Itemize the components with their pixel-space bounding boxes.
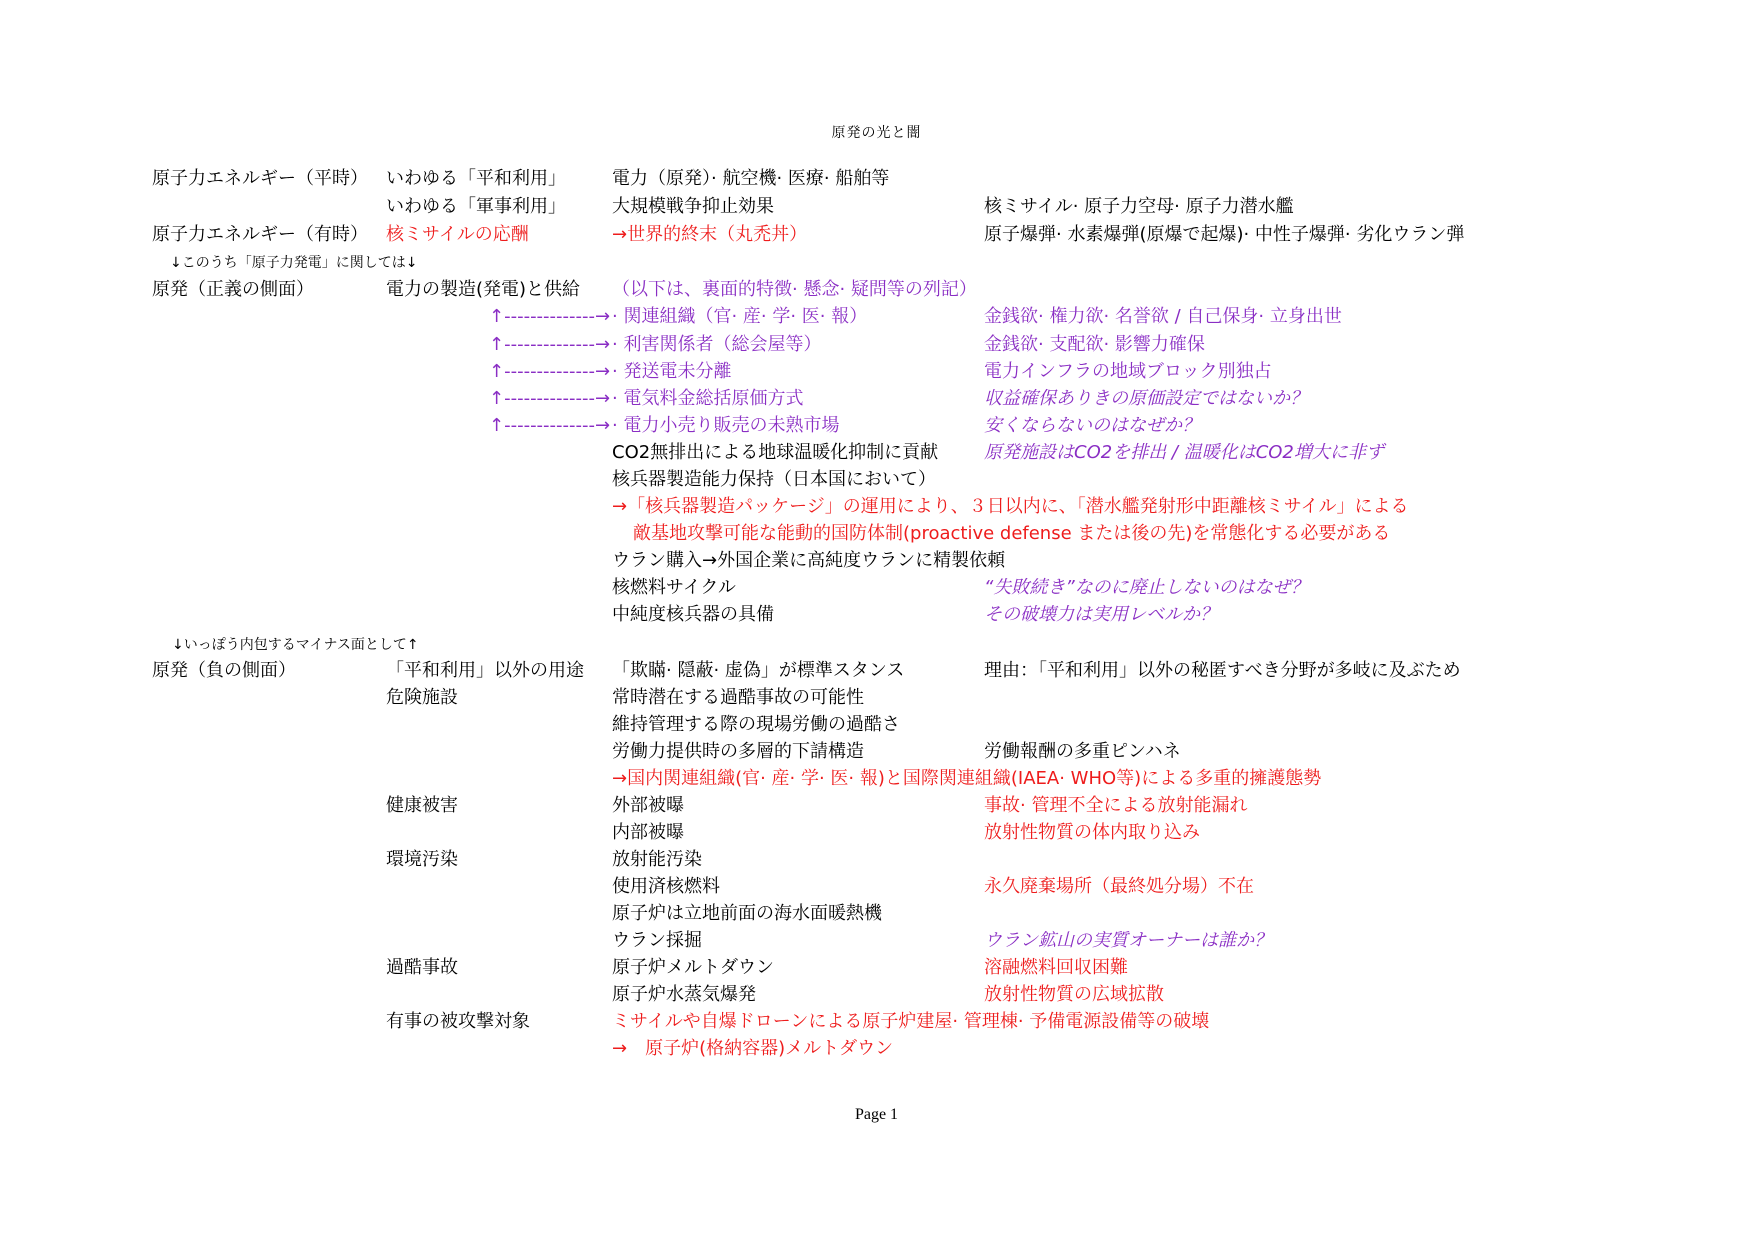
- row-note: 放射性物質の広域拡散: [984, 984, 1164, 1005]
- row-subcontracting: [0, 738, 1753, 765]
- row-item: ウラン購入→外国企業に高純度ウランに精製依頼: [612, 550, 1006, 571]
- row-mid-purity-weapons: [0, 601, 1753, 628]
- section-note: [0, 632, 1753, 659]
- row-item: →「核兵器製造パッケージ」の運用により、３日以内に、「潜水艦発射形中距離核ミサイル」による: [612, 496, 1409, 517]
- row-wartime: [0, 221, 1753, 248]
- row-steam-explosion: [0, 981, 1753, 1008]
- row-item: 労働力提供時の多層的下請構造: [612, 741, 864, 762]
- row-military: [0, 193, 1753, 220]
- row-retail-market: [0, 412, 1753, 439]
- row-note: 原発施設はCO2を排出 / 温暖化はCO2増大に非ず: [984, 442, 1384, 463]
- row-heading: 原子力エネルギー（有時）: [152, 224, 368, 245]
- row-internal-exposure: [0, 819, 1753, 846]
- row-labor-harshness: [0, 711, 1753, 738]
- row-category: 過酷事故: [386, 957, 458, 978]
- row-heading: 原発（負の側面）: [152, 660, 296, 681]
- row-health-damage: [0, 792, 1753, 819]
- row-stakeholders: [0, 331, 1753, 358]
- row-pricing: [0, 385, 1753, 412]
- row-note: 労働報酬の多重ピンハネ: [984, 741, 1181, 762]
- arrow-connector: ↑--------------→: [489, 415, 611, 436]
- arrow-connector: ↑--------------→: [489, 388, 611, 409]
- row-negative-side: [0, 657, 1753, 684]
- row-note: 核ミサイル· 原子力空母· 原子力潜水艦: [984, 196, 1294, 217]
- row-item: ウラン採掘: [612, 930, 702, 951]
- row-weapons-package: [0, 493, 1753, 520]
- row-note: 永久廃棄場所（最終処分場）不在: [984, 876, 1254, 897]
- row-positive-side: [0, 276, 1753, 303]
- row-item: 中純度核兵器の具備: [612, 604, 774, 625]
- arrow-connector: ↑--------------→: [489, 361, 611, 382]
- row-category: 核ミサイルの応酬: [386, 224, 529, 245]
- row-note: 原子爆弾· 水素爆弾(原爆で起爆)· 中性子爆弾· 劣化ウラン弾: [984, 224, 1465, 245]
- row-weapons-capability: [0, 466, 1753, 493]
- row-note: ウラン鉱山の実質オーナーは誰か？: [984, 930, 1272, 951]
- row-note: 金銭欲· 支配欲· 影響力確保: [984, 334, 1205, 355]
- row-item: · 利害関係者（総会屋等）: [612, 334, 822, 355]
- row-item: →国内関連組織(官· 産· 学· 医· 報)と国際関連組織(IAEA· WHO等)による多重的擁護態勢: [612, 768, 1322, 789]
- row-item: 原子炉は立地前面の海水面暖熱機: [612, 903, 882, 924]
- row-category: 電力の製造(発電)と供給: [386, 279, 581, 300]
- row-item: 常時潜在する過酷事故の可能性: [612, 687, 864, 708]
- row-category: 環境汚染: [386, 849, 458, 870]
- row-item: 電力（原発）· 航空機· 医療· 船舶等: [612, 168, 890, 189]
- row-item: ミサイルや自爆ドローンによる原子炉建屋· 管理棟· 予備電源設備等の破壊: [612, 1011, 1210, 1032]
- row-note: 安くならないのはなぜか？: [984, 415, 1200, 436]
- row-containment-meltdown: [0, 1035, 1753, 1062]
- note-text: ↓このうち「原子力発電」に関しては↓: [170, 255, 418, 271]
- row-item: 維持管理する際の現場労働の過酷さ: [612, 714, 900, 735]
- arrow-connector: ↑--------------→: [489, 334, 611, 355]
- row-uranium-purchase: [0, 547, 1753, 574]
- row-note: 電力インフラの地域ブロック別独占: [984, 361, 1272, 382]
- row-category: 「平和利用」以外の用途: [386, 660, 584, 681]
- row-protection-structure: [0, 765, 1753, 792]
- row-category: いわゆる「軍事利用」: [386, 196, 566, 217]
- row-heading: 原子力エネルギー（平時）: [152, 168, 368, 189]
- row-seawater-heating: [0, 900, 1753, 927]
- row-item: · 電力小売り販売の未熟市場: [612, 415, 840, 436]
- row-item: 内部被曝: [612, 822, 684, 843]
- row-item: →世界的終末（丸禿丼）: [612, 224, 808, 245]
- row-note: 事故· 管理不全による放射能漏れ: [984, 795, 1248, 816]
- arrow-connector: ↑--------------→: [489, 306, 611, 327]
- row-category: 有事の被攻撃対象: [386, 1011, 530, 1032]
- row-note: 収益確保ありきの原価設定ではないか？: [984, 388, 1308, 409]
- row-environmental-pollution: [0, 846, 1753, 873]
- row-item: （以下は、裏面的特徴· 懸念· 疑問等の列記）: [612, 279, 977, 300]
- row-grid-separation: [0, 358, 1753, 385]
- page-footer: Page 1: [854, 1106, 899, 1123]
- row-item: · 関連組織（官· 産· 学· 医· 報）: [612, 306, 868, 327]
- row-item: 原子炉水蒸気爆発: [612, 984, 756, 1005]
- row-heading: 原発（正義の側面）: [152, 279, 314, 300]
- note-text: ↓いっぽう内包するマイナス面として↑: [172, 637, 419, 653]
- row-note: 金銭欲· 権力欲· 名誉欲 / 自己保身· 立身出世: [984, 306, 1342, 327]
- row-peacetime: [0, 165, 1753, 192]
- row-item: 「欺瞞· 隠蔽· 虚偽」が標準スタンス: [612, 660, 905, 681]
- row-item: 核燃料サイクル: [612, 577, 736, 598]
- row-category: いわゆる「平和利用」: [386, 168, 566, 189]
- row-proactive-defense: [0, 520, 1753, 547]
- row-category: 危険施設: [386, 687, 458, 708]
- row-note: “失敗続き”なのに廃止しないのはなぜ？: [984, 577, 1309, 598]
- row-item: → 原子炉(格納容器)メルトダウン: [612, 1038, 894, 1059]
- row-note: 理由：「平和利用」以外の秘匿すべき分野が多岐に及ぶため: [984, 660, 1461, 681]
- row-category: 健康被害: [386, 795, 458, 816]
- row-item: 外部被曝: [612, 795, 684, 816]
- row-item: CO2無排出による地球温暖化抑制に貢献: [612, 442, 939, 463]
- page-title: 原発の光と闇: [831, 125, 922, 141]
- row-hazardous-facility: [0, 684, 1753, 711]
- row-item: · 発送電未分離: [612, 361, 732, 382]
- row-note: その破壊力は実用レベルか？: [984, 604, 1218, 625]
- row-item: 使用済核燃料: [612, 876, 720, 897]
- row-item: 大規模戦争抑止効果: [612, 196, 774, 217]
- row-note: 放射性物質の体内取り込み: [984, 822, 1200, 843]
- section-note: [0, 250, 1753, 277]
- row-fuel-cycle: [0, 574, 1753, 601]
- row-item: 原子炉メルトダウン: [612, 957, 774, 978]
- row-related-orgs: [0, 303, 1753, 330]
- row-note: 溶融燃料回収困難: [984, 957, 1128, 978]
- row-co2: [0, 439, 1753, 466]
- row-item: 核兵器製造能力保持（日本国において）: [612, 469, 936, 490]
- row-uranium-mining: [0, 927, 1753, 954]
- row-spent-fuel: [0, 873, 1753, 900]
- row-attack-target: [0, 1008, 1753, 1035]
- row-item: 敵基地攻撃可能な能動的国防体制(proactive defense または後の先)を常態化する必要がある: [633, 523, 1391, 544]
- row-item: · 電気料金総括原価方式: [612, 388, 804, 409]
- row-item: 放射能汚染: [612, 849, 702, 870]
- row-severe-accident: [0, 954, 1753, 981]
